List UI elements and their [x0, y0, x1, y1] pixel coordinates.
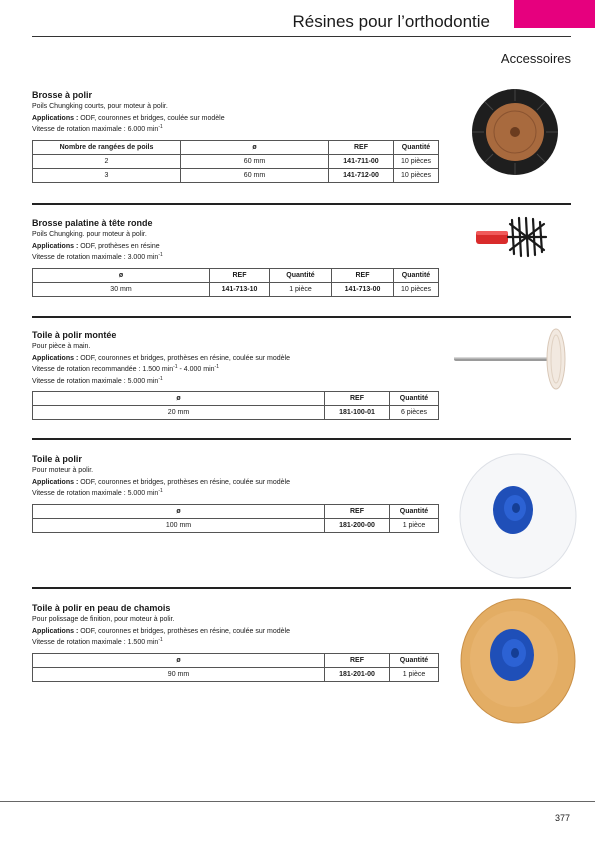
cloth-wheel-image	[452, 450, 582, 580]
table-header-row	[33, 653, 439, 667]
table-header-row	[33, 504, 439, 518]
product-applications: Applications : ODF, couronnes et bridges, prothèses en résine, coulée sur modèle	[32, 478, 290, 486]
product-speed-max: Vitesse de rotation maximale : 3.000 $\min^{-1}$	[32, 252, 163, 261]
table-header: Nombre de rangées de poils	[33, 140, 181, 154]
product-description: Poils Chungking courts, pour moteur à polir.	[32, 103, 168, 110]
table-header: ø	[33, 392, 325, 406]
product-speed-max: Vitesse de rotation maximale : 5.000 $\min^{-1}$	[32, 375, 163, 385]
table-cell-ref: 141-712-00	[329, 168, 394, 182]
table-header: Quantité	[270, 268, 332, 282]
product-description: Pour pièce à main.	[32, 343, 91, 350]
table-cell: 10 pièces	[394, 282, 439, 296]
product-speed-max: Vitesse de rotation maximale : 5.000 $\min^{-1}$	[32, 488, 163, 497]
product-description: Pour polissage de finition, pour moteur à polir.	[32, 616, 175, 623]
table-header: ø	[33, 504, 325, 518]
section-divider	[32, 587, 571, 589]
table-header: REF	[325, 653, 390, 667]
table-header: Quantité	[394, 140, 439, 154]
section-divider	[32, 438, 571, 440]
table-header-row	[33, 392, 439, 406]
product-name: Toile à polir en peau de chamois	[32, 603, 171, 613]
table-header: ø	[181, 140, 329, 154]
table-cell: 20 mm	[33, 406, 325, 420]
spec-table	[32, 653, 439, 682]
product-speed-recommended: Vitesse de rotation recommandée : 1.500 $\min^{-1} - 4.000$ $\min^{-1}$	[32, 364, 219, 373]
spec-table	[32, 268, 439, 297]
table-cell-ref: 181-201-00	[325, 667, 390, 681]
table-cell: 2	[33, 154, 181, 168]
product-applications: Applications : ODF, couronnes et bridges, coulée sur modèle	[32, 114, 225, 122]
table-cell-ref: 181-200-00	[325, 518, 390, 532]
section-title: Accessoires	[500, 51, 571, 66]
brush-product-image	[470, 87, 560, 177]
table-cell: 60 mm	[181, 154, 329, 168]
table-header: Quantité	[394, 268, 439, 282]
table-cell: 1 pièce	[390, 518, 439, 532]
product-applications: Applications : ODF, couronnes et bridges, prothèses en résine, coulée sur modèle	[32, 354, 290, 362]
product-name: Toile à polir montée	[32, 330, 117, 340]
table-header: Quantité	[390, 653, 439, 667]
chamois-wheel-image	[452, 595, 580, 725]
product-description: Pour moteur à polir.	[32, 467, 94, 474]
table-header: ø	[33, 268, 210, 282]
page-title: Résines pour l’orthodontie	[292, 12, 490, 31]
product-brosse-palatine	[32, 217, 439, 297]
table-cell: 10 pièces	[394, 168, 439, 182]
product-applications: Applications : ODF, prothèses en résine	[32, 242, 160, 250]
table-row	[33, 667, 439, 681]
section-divider	[32, 203, 571, 205]
table-header: Quantité	[390, 504, 439, 518]
mounted-wheel-image	[452, 327, 572, 393]
table-cell: 30 mm	[33, 282, 210, 296]
title-divider	[32, 36, 571, 37]
table-header-row	[33, 140, 439, 154]
table-row	[33, 154, 439, 168]
table-cell: 60 mm	[181, 168, 329, 182]
palatal-brush-image	[470, 214, 550, 262]
table-cell: 1 pièce	[270, 282, 332, 296]
section-divider	[32, 316, 571, 318]
spec-table	[32, 504, 439, 533]
table-cell: 1 pièce	[390, 667, 439, 681]
table-cell: 90 mm	[33, 667, 325, 681]
table-row	[33, 518, 439, 532]
product-toile-a-polir	[32, 453, 439, 533]
product-brosse-a-polir	[32, 89, 439, 183]
table-header: REF	[329, 140, 394, 154]
product-speed-max: Vitesse de rotation maximale : 1.500 $\min^{-1}$	[32, 637, 163, 646]
product-name: Toile à polir	[32, 454, 82, 464]
table-row	[33, 406, 439, 420]
product-description: Poils Chungking. pour moteur à polir.	[32, 231, 147, 238]
footer-divider	[0, 801, 595, 802]
table-header: Quantité	[390, 392, 439, 406]
page-number: 377	[554, 813, 570, 823]
header-accent-tab	[514, 0, 595, 28]
table-cell: 6 pièces	[390, 406, 439, 420]
table-cell-ref: 141-711-00	[329, 154, 394, 168]
table-cell: 3	[33, 168, 181, 182]
table-header-row	[33, 268, 439, 282]
table-row	[33, 282, 439, 296]
table-cell-ref: 141-713-00	[332, 282, 394, 296]
table-cell: 10 pièces	[394, 154, 439, 168]
table-header: REF	[325, 392, 390, 406]
product-name: Brosse palatine à tête ronde	[32, 218, 153, 228]
product-toile-montee	[32, 329, 439, 420]
table-cell-ref: 181-100-01	[325, 406, 390, 420]
table-row	[33, 168, 439, 182]
product-name: Brosse à polir	[32, 90, 93, 100]
table-cell: 100 mm	[33, 518, 325, 532]
product-speed-max: Vitesse de rotation maximale : 6.000 $\min^{-1}$	[32, 124, 163, 133]
table-cell-ref: 141-713-10	[210, 282, 270, 296]
table-header: REF	[332, 268, 394, 282]
spec-table	[32, 391, 439, 420]
spec-table	[32, 140, 439, 183]
table-header: REF	[210, 268, 270, 282]
table-header: ø	[33, 653, 325, 667]
table-header: REF	[325, 504, 390, 518]
product-applications: Applications : ODF, couronnes et bridges, prothèses en résine, coulée sur modèle	[32, 627, 290, 635]
product-toile-chamois	[32, 602, 439, 682]
